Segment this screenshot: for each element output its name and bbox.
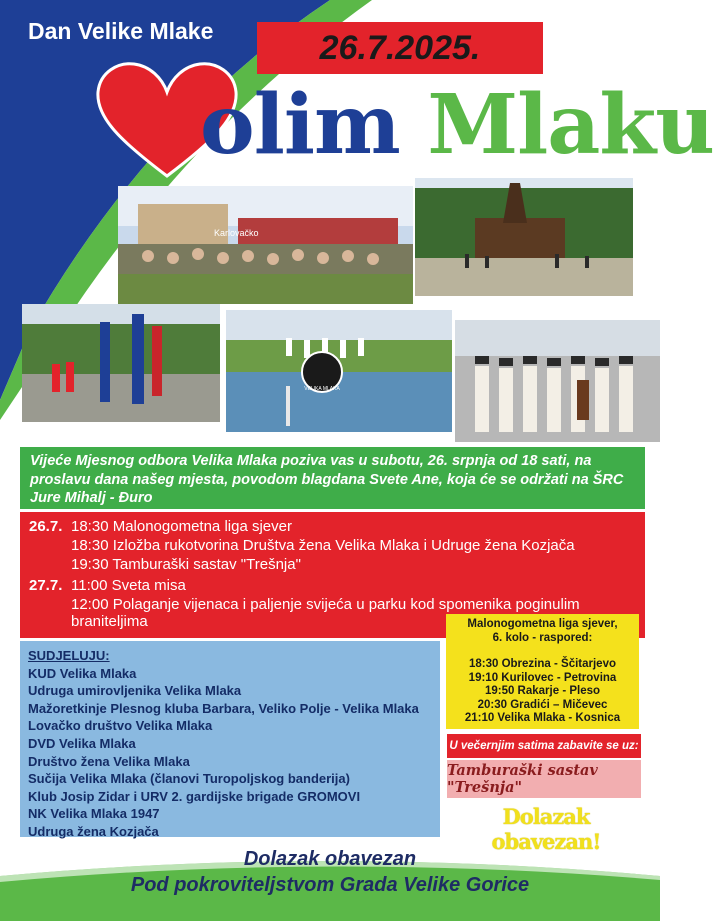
schedule-day-1: 26.7.: [29, 518, 63, 535]
participant-item: Udruga žena Kozjača: [28, 823, 159, 839]
league-box: [446, 614, 639, 729]
participant-item: KUD Velika Mlaka: [28, 665, 137, 681]
date-banner: 26.7.2025.: [257, 22, 543, 74]
participant-item: Lovačko društvo Velika Mlaka: [28, 718, 213, 734]
schedule-item: 18:30 Izložba rukotvorina Društva žena Velika Mlaka i Udruge žena Kozjača: [71, 537, 575, 554]
attendance-notice: Dolazak obavezan!: [491, 804, 601, 854]
invitation-text: Vijeće Mjesnog odbora Velika Mlaka poziva vas u subotu, 26. srpnja od 18 sati, na proslavu dana našeg mjesta, povodom blagdana Svete Ane, koja će se održati na ŠRC Jure Mihalj - Đuro: [20, 447, 645, 509]
participant-item: Društvo žena Velika Mlaka: [28, 753, 190, 769]
participant-item: Sučija Velika Mlaka (članovi Turopoljskog banderija): [28, 771, 350, 787]
headline: [200, 77, 714, 173]
photo-chapel: [415, 178, 633, 296]
schedule-item: 19:30 Tamburaški sastav "Trešnja": [71, 556, 301, 573]
org-title: Dan Velike Mlake: [28, 18, 214, 44]
photo-sign-text: Karlovačko: [214, 228, 259, 238]
evening-label: U večernjim satima zabavite se uz:: [447, 734, 641, 758]
league-match: 20:30 Gradići – Mičevec: [477, 698, 608, 711]
footer-line-1: Dolazak obavezan: [243, 848, 417, 870]
league-title-1: Malonogometna liga sjever,: [467, 618, 618, 630]
participant-item: NK Velika Mlaka 1947: [28, 806, 160, 822]
league-match: 21:10 Velika Mlaka - Kosnica: [464, 712, 621, 724]
band-label: Tamburaški sastav "Trešnja": [447, 758, 641, 798]
league-match: 18:30 Obrezina - Ščitarjevo: [468, 658, 616, 670]
headline-word-2: Mlaku: [427, 77, 714, 173]
footer-line-2: Pod pokroviteljstvom Grada Velike Gorice: [130, 874, 530, 896]
participant-item: Klub Josip Zidar i URV 2. gardijske brigade GROMOVI: [28, 788, 361, 804]
league-title-2: 6. kolo - raspored:: [492, 631, 593, 644]
participants-heading: SUDJELUJU:: [28, 648, 110, 663]
photo-tamburica-band: [455, 320, 660, 442]
schedule-day-2: 27.7.: [29, 577, 63, 594]
schedule-item: 12:00 Polaganje vijenaca i paljenje svijeća u parku kod spomenika poginulim: [71, 596, 580, 613]
headline-word-1: olim: [200, 77, 400, 173]
schedule-item: 18:30 Malonogometna liga sjever: [71, 518, 292, 535]
photo-badge-text: VELIKA MLAKA: [304, 386, 340, 392]
photo-football: [226, 310, 452, 432]
league-match: 19:10 Kurilovec - Petrovina: [468, 671, 617, 684]
schedule-item: 11:00 Sveta misa: [71, 577, 186, 594]
photo-crowd: [118, 186, 413, 304]
participant-item: Udruga umirovljenika Velika Mlaka: [28, 683, 242, 699]
league-match: 19:50 Rakarje - Pleso: [484, 685, 601, 697]
participant-item: DVD Velika Mlaka: [28, 735, 136, 751]
photo-procession: [22, 304, 220, 422]
schedule-item: braniteljima: [71, 613, 148, 630]
participants-box: [20, 641, 440, 837]
participant-item: Mažoretkinje Plesnog kluba Barbara, Veliko Polje - Velika Mlaka: [28, 700, 419, 716]
